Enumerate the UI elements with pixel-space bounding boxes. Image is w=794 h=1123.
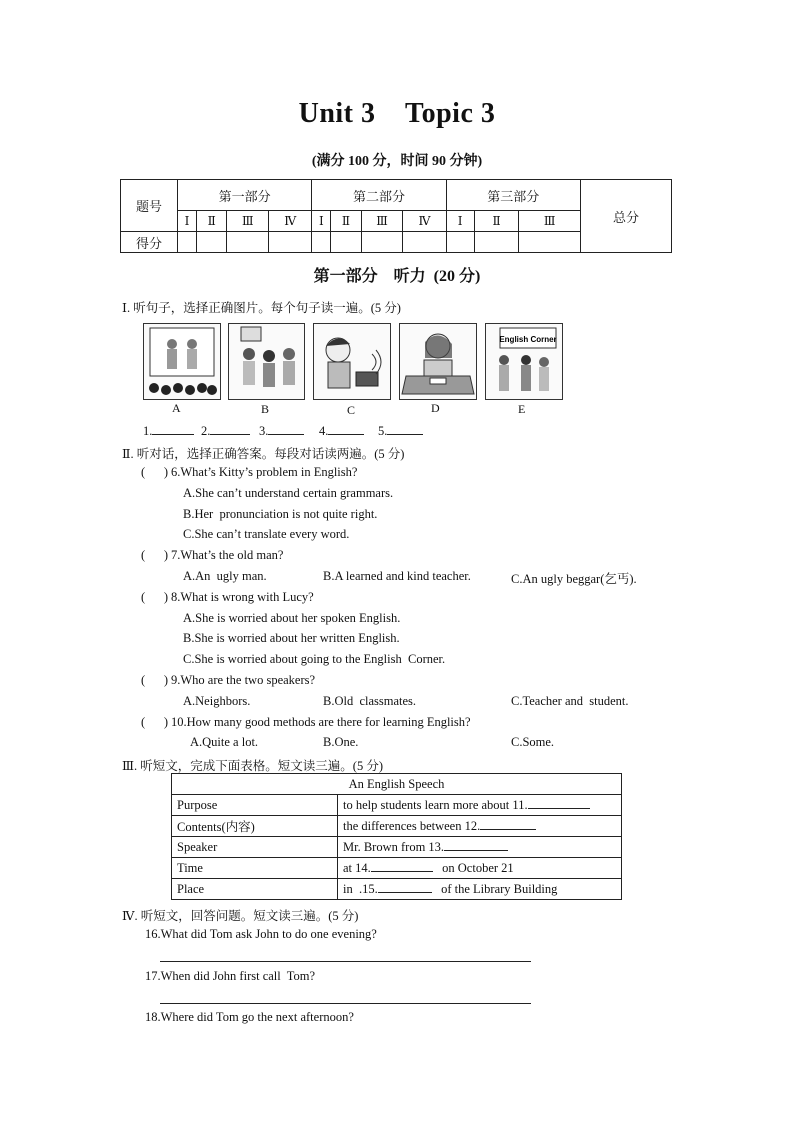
option: A.She can’t understand certain grammars. <box>183 486 394 500</box>
answer-1[interactable] <box>143 424 194 439</box>
question-number-label: 题号 <box>121 180 178 232</box>
row-value-text: at 14. <box>343 860 371 875</box>
total-header: 总分 <box>581 180 672 253</box>
section4-instruction: Ⅳ. 听短文，回答问题。短文读三遍。(5 分) <box>122 909 359 923</box>
row-value[interactable] <box>338 879 622 900</box>
question-10: 10.How many good methods are there for learning English? <box>171 715 471 729</box>
answer-number: 2. <box>201 424 211 438</box>
answer-paren[interactable]: ( ) <box>141 465 169 479</box>
row-label: Place <box>172 879 338 900</box>
answer-number: 5. <box>378 424 388 438</box>
answer-line-17[interactable] <box>160 1003 531 1004</box>
picture-d <box>399 323 477 400</box>
speech-table-title: An English Speech <box>172 774 622 795</box>
row-value-text: in .15. <box>343 881 378 896</box>
part2-header: 第二部分 <box>312 180 446 211</box>
option: C.Some. <box>511 735 555 749</box>
picture-a <box>143 323 221 400</box>
answer-3[interactable] <box>259 424 304 439</box>
score-cell[interactable] <box>197 232 227 253</box>
row-value-text: the differences between 12. <box>343 818 481 833</box>
answer-line-16[interactable] <box>160 961 531 962</box>
part2-col: Ⅲ <box>361 211 403 232</box>
row-value[interactable] <box>338 858 622 879</box>
answer-number: 3. <box>259 424 269 438</box>
part1-col: Ⅲ <box>227 211 269 232</box>
part3-header: 第三部分 <box>446 180 580 211</box>
score-cell[interactable] <box>403 232 446 253</box>
answer-paren[interactable]: ( ) <box>141 590 169 604</box>
page-subtitle: (满分 100 分，时间 90 分钟) <box>311 154 483 169</box>
option: B.Old classmates. <box>323 694 417 708</box>
question-8: 8.What is wrong with Lucy? <box>171 590 314 604</box>
option: C.Teacher and student. <box>511 694 629 708</box>
part1-col: Ⅰ <box>178 211 197 232</box>
score-cell[interactable] <box>446 232 474 253</box>
part1-header: 第一部分 <box>178 180 312 211</box>
answer-4[interactable] <box>319 424 364 439</box>
picture-label: B <box>261 402 270 416</box>
picture-label: E <box>518 402 526 416</box>
answer-paren[interactable]: ( ) <box>141 715 169 729</box>
answer-number: 1. <box>143 424 153 438</box>
answer-paren[interactable]: ( ) <box>141 673 169 687</box>
row-value[interactable] <box>338 795 622 816</box>
option: B.She is worried about her written English. <box>183 631 400 645</box>
option: C.She can’t translate every word. <box>183 527 350 541</box>
picture-label: A <box>172 401 181 415</box>
question-18: 18.Where did Tom go the next afternoon? <box>145 1010 354 1024</box>
answer-number: 4. <box>319 424 329 438</box>
part3-col: Ⅱ <box>474 211 519 232</box>
row-label: Purpose <box>172 795 338 816</box>
picture-label: D <box>431 401 440 415</box>
score-cell[interactable] <box>178 232 197 253</box>
question-7: 7.What’s the old man? <box>171 548 284 562</box>
question-6: 6.What’s Kitty’s problem in English? <box>171 465 358 479</box>
option: B.One. <box>323 735 359 749</box>
answer-paren[interactable]: ( ) <box>141 548 169 562</box>
row-value[interactable] <box>338 837 622 858</box>
row-label: Time <box>172 858 338 879</box>
answer-5[interactable] <box>378 424 423 439</box>
picture-b <box>228 323 305 400</box>
part3-col: Ⅰ <box>446 211 474 232</box>
option: A.Neighbors. <box>183 694 251 708</box>
score-row-label: 得分 <box>121 232 178 253</box>
score-cell[interactable] <box>269 232 312 253</box>
score-cell[interactable] <box>312 232 331 253</box>
row-value-text: Mr. Brown from 13. <box>343 839 445 854</box>
score-cell[interactable] <box>519 232 581 253</box>
option: A.Quite a lot. <box>190 735 259 749</box>
row-value-text: on October 21 <box>442 860 514 875</box>
part3-col: Ⅲ <box>519 211 581 232</box>
row-value-text: of the Library Building <box>441 881 558 896</box>
part2-col: Ⅱ <box>331 211 361 232</box>
part2-col: Ⅳ <box>403 211 446 232</box>
part-one-heading: 第一部分 听力 (20 分) <box>313 268 481 285</box>
part1-col: Ⅱ <box>197 211 227 232</box>
section3-instruction: Ⅲ. 听短文，完成下面表格。短文读三遍。(5 分) <box>122 759 384 773</box>
part1-col: Ⅳ <box>269 211 312 232</box>
score-cell[interactable] <box>474 232 519 253</box>
option: C.She is worried about going to the English Corner. <box>183 652 446 666</box>
score-cell[interactable] <box>361 232 403 253</box>
section2-instruction: Ⅱ. 听对话，选择正确答案。每段对话读两遍。(5 分) <box>122 447 405 461</box>
score-cell[interactable] <box>227 232 269 253</box>
english-corner-sign: English Corner <box>499 335 557 344</box>
question-16: 16.What did Tom ask John to do one evening? <box>145 927 377 941</box>
row-value-text: to help students learn more about 11. <box>343 797 528 812</box>
option: C.An ugly beggar(乞丐). <box>511 572 637 586</box>
option: B.Her pronunciation is not quite right. <box>183 507 378 521</box>
score-cell[interactable] <box>331 232 361 253</box>
section1-instruction: Ⅰ. 听句子，选择正确图片。每个句子读一遍。(5 分) <box>122 301 401 315</box>
part2-col: Ⅰ <box>312 211 331 232</box>
row-label: Contents(内容) <box>172 816 338 837</box>
picture-e <box>485 323 563 400</box>
option: A.An ugly man. <box>183 569 267 583</box>
option: B.A learned and kind teacher. <box>323 569 471 583</box>
answer-2[interactable] <box>201 424 250 439</box>
picture-label: C <box>347 403 356 417</box>
option: A.She is worried about her spoken English. <box>183 611 401 625</box>
row-value[interactable] <box>338 816 622 837</box>
score-table <box>120 179 672 253</box>
picture-c <box>313 323 391 400</box>
row-label: Speaker <box>172 837 338 858</box>
question-9: 9.Who are the two speakers? <box>171 673 316 687</box>
speech-table <box>171 773 622 900</box>
page-title: Unit 3 Topic 3 <box>298 98 496 129</box>
question-17: 17.When did John first call Tom? <box>145 969 316 983</box>
